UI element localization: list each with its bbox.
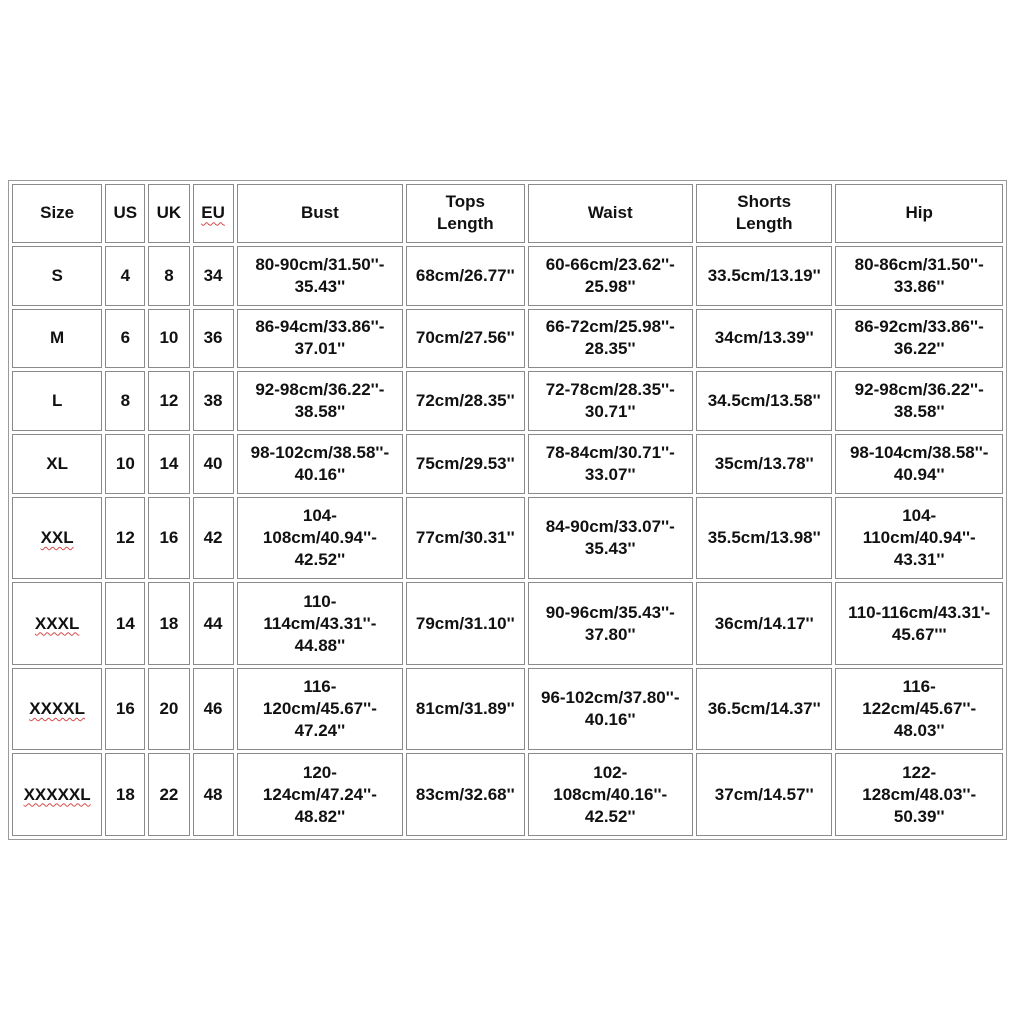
table-row [12,371,1003,431]
cell-tops-length: 83cm/32.68'' [406,753,524,836]
cell-uk: 10 [148,309,189,369]
cell-shorts-length: 33.5cm/13.19'' [696,246,832,306]
cell-us: 12 [105,497,145,579]
cell-eu: 48 [193,753,234,836]
cell-bust: 98-102cm/38.58''- 40.16'' [237,434,404,494]
cell-eu: 42 [193,497,234,579]
cell-waist: 72-78cm/28.35''- 30.71'' [528,371,694,431]
cell-hip: 80-86cm/31.50''- 33.86'' [835,246,1003,306]
header-row [12,184,1003,243]
table-row [12,497,1003,579]
cell-eu: 38 [193,371,234,431]
cell-us: 14 [105,582,145,664]
header-uk: UK [148,184,189,243]
cell-eu: 34 [193,246,234,306]
cell-uk: 22 [148,753,189,836]
cell-bust: 86-94cm/33.86''- 37.01'' [237,309,404,369]
cell-hip: 104- 110cm/40.94''- 43.31'' [835,497,1003,579]
cell-size: XL [12,434,102,494]
cell-hip: 86-92cm/33.86''- 36.22'' [835,309,1003,369]
table-row [12,753,1003,836]
size-label: XXXL [34,613,80,633]
cell-shorts-length: 36cm/14.17'' [696,582,832,664]
cell-tops-length: 72cm/28.35'' [406,371,524,431]
cell-uk: 8 [148,246,189,306]
cell-uk: 16 [148,497,189,579]
size-chart [8,180,1007,840]
table-row [12,246,1003,306]
cell-shorts-length: 35.5cm/13.98'' [696,497,832,579]
header-size: Size [12,184,102,243]
cell-shorts-length: 36.5cm/14.37'' [696,668,832,750]
cell-eu: 44 [193,582,234,664]
cell-size: M [12,309,102,369]
table-row [12,434,1003,494]
cell-shorts-length: 37cm/14.57'' [696,753,832,836]
size-chart-table [9,181,1006,839]
cell-bust: 80-90cm/31.50''- 35.43'' [237,246,404,306]
cell-bust: 116- 120cm/45.67''- 47.24'' [237,668,404,750]
cell-bust: 104- 108cm/40.94''- 42.52'' [237,497,404,579]
cell-bust: 120- 124cm/47.24''- 48.82'' [237,753,404,836]
cell-hip: 92-98cm/36.22''- 38.58'' [835,371,1003,431]
cell-size: L [12,371,102,431]
header-shorts-length: Shorts Length [696,184,832,243]
cell-waist: 96-102cm/37.80''- 40.16'' [528,668,694,750]
cell-us: 4 [105,246,145,306]
header-eu [193,184,234,243]
cell-bust: 110- 114cm/43.31''- 44.88'' [237,582,404,664]
header-eu-label: EU [201,203,225,223]
header-waist: Waist [528,184,694,243]
cell-size [12,668,102,750]
table-row [12,582,1003,664]
cell-waist: 102- 108cm/40.16''- 42.52'' [528,753,694,836]
cell-tops-length: 75cm/29.53'' [406,434,524,494]
size-label: XXXXL [29,699,85,719]
cell-tops-length: 81cm/31.89'' [406,668,524,750]
cell-waist: 78-84cm/30.71''- 33.07'' [528,434,694,494]
cell-hip: 110-116cm/43.31'- 45.67''' [835,582,1003,664]
cell-shorts-length: 34cm/13.39'' [696,309,832,369]
cell-eu: 36 [193,309,234,369]
header-hip: Hip [835,184,1003,243]
cell-size [12,753,102,836]
cell-tops-length: 79cm/31.10'' [406,582,524,664]
cell-waist: 84-90cm/33.07''- 35.43'' [528,497,694,579]
cell-tops-length: 68cm/26.77'' [406,246,524,306]
cell-size [12,497,102,579]
cell-size [12,582,102,664]
cell-us: 16 [105,668,145,750]
cell-uk: 20 [148,668,189,750]
header-bust: Bust [237,184,404,243]
cell-us: 18 [105,753,145,836]
cell-uk: 18 [148,582,189,664]
table-row [12,309,1003,369]
cell-tops-length: 70cm/27.56'' [406,309,524,369]
cell-shorts-length: 34.5cm/13.58'' [696,371,832,431]
table-row [12,668,1003,750]
cell-hip: 116- 122cm/45.67''- 48.03'' [835,668,1003,750]
cell-us: 10 [105,434,145,494]
cell-bust: 92-98cm/36.22''- 38.58'' [237,371,404,431]
cell-uk: 14 [148,434,189,494]
cell-waist: 66-72cm/25.98''- 28.35'' [528,309,694,369]
cell-tops-length: 77cm/30.31'' [406,497,524,579]
cell-waist: 90-96cm/35.43''- 37.80'' [528,582,694,664]
cell-eu: 46 [193,668,234,750]
header-tops-length: Tops Length [406,184,524,243]
header-us: US [105,184,145,243]
cell-hip: 98-104cm/38.58''- 40.94'' [835,434,1003,494]
cell-size: S [12,246,102,306]
cell-waist: 60-66cm/23.62''- 25.98'' [528,246,694,306]
cell-shorts-length: 35cm/13.78'' [696,434,832,494]
cell-us: 6 [105,309,145,369]
cell-eu: 40 [193,434,234,494]
cell-hip: 122- 128cm/48.03''- 50.39'' [835,753,1003,836]
cell-us: 8 [105,371,145,431]
size-label: XXXXXL [23,784,91,804]
cell-uk: 12 [148,371,189,431]
size-label: XXL [40,528,74,548]
